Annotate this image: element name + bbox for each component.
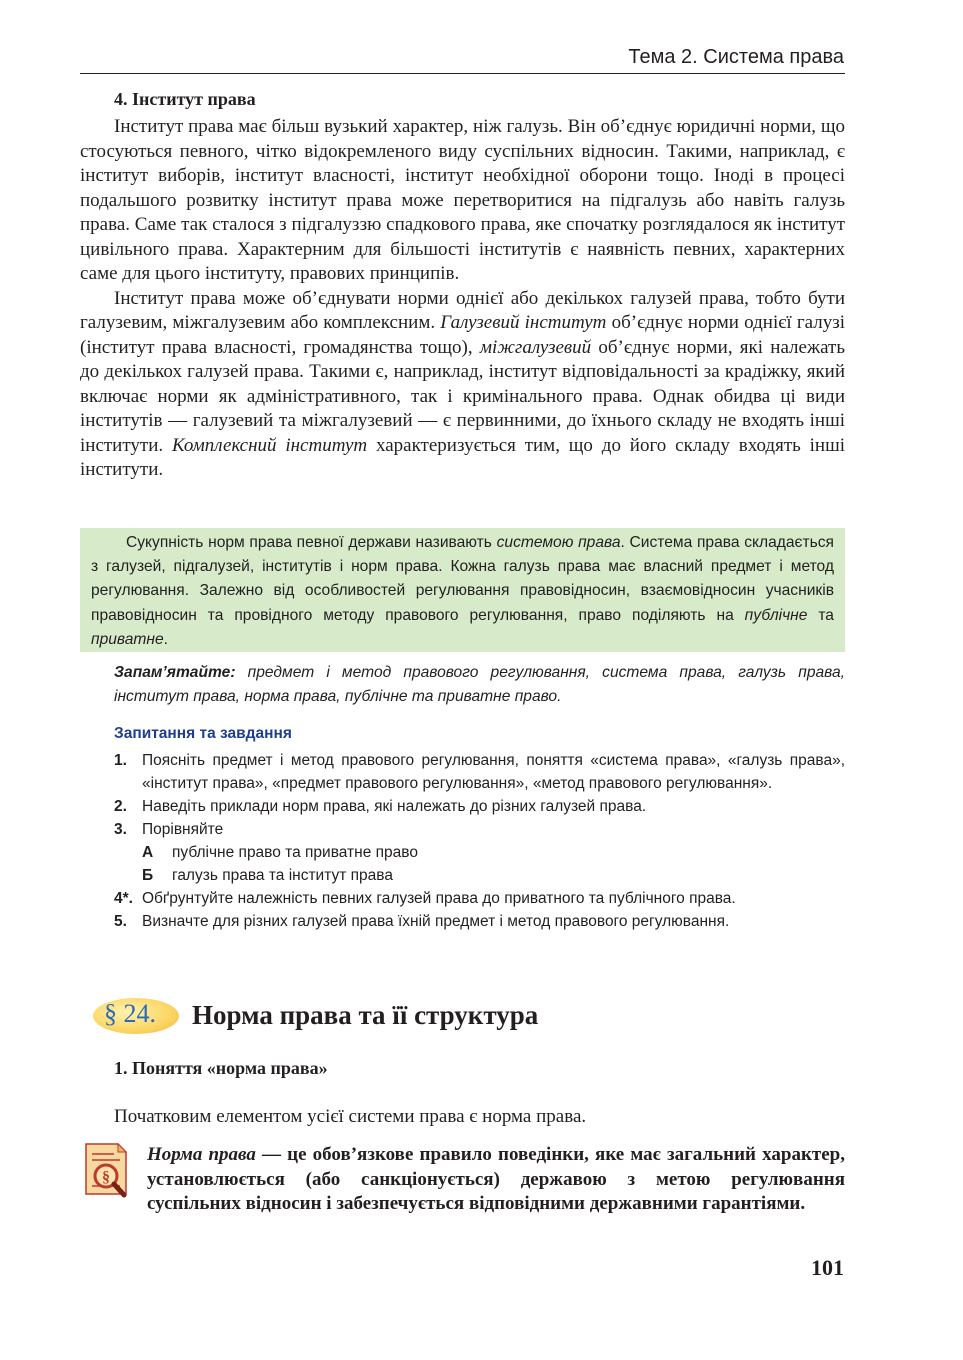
section-heading: 4. Інститут права bbox=[114, 89, 256, 109]
question-text: Поясніть предмет і метод правового регулювання, поняття «система права», «галузь права», «інститут права», «предмет правового регулювання», «метод правового регулювання». bbox=[142, 752, 845, 792]
remember-label: Запам’ятайте: bbox=[114, 664, 236, 681]
term-branch-institute: Галузевий інститут bbox=[440, 312, 607, 333]
definition-text: — це обов’язкове правило поведінки, яке має загальний характер, установлюється (або санкціонується) державою з метою регулювання суспільних відносин і забезпечується відповідними державними гарантіями. bbox=[147, 1144, 845, 1214]
paragraph-title: Норма права та її структура bbox=[192, 1000, 539, 1030]
question-number: 4*. bbox=[114, 890, 133, 907]
questions-title: Запитання та завдання bbox=[114, 725, 292, 742]
term-private: приватне bbox=[91, 630, 164, 648]
summary-text: Сукупність норм права певної держави називають системою права. Система права складається з галузей, підгалузей, інститутів і норм права. Кожна галузь права має власний предмет і метод регулювання. Залежно від особливостей регулювання правовідносин, взаємовідносин учасників правовідносин та провідного методу правового регулювання, право поділяють на публічне та приватне. bbox=[91, 534, 834, 648]
paragraph-1: Інститут права має більш вузький характер, ніж галузь. Він об’єднує юридичні норми, що стосуються певного, чітко відокремленого виду суспільних відносин. Такими, наприклад, є інститут виборів, інститут власності, інститут необхідної оборони тощо. Іноді в процесі подальшого розвитку інститут права може перетворитися на підгалузь або навіть галузь права. Саме так сталося з підгалуззю спадкового права, яке спочатку розглядалося як інститут цивільного права. Характерним для більшості інститутів є наявність певних, характерних саме для цього інституту, правових принципів. bbox=[80, 116, 845, 284]
subitem-letter: А bbox=[142, 844, 154, 861]
question-item bbox=[114, 818, 845, 841]
page-number: 101 bbox=[811, 1255, 844, 1280]
paragraph-2: Інститут права може об’єднувати норми однієї або декількох галузей права, тобто бути галузевим, міжгалузевим або комплексним. Галузевий інститут об’єднує норми однієї галузі (інститут права власності, громадянства тощо), міжгалузевий об’єднує норми, які належать до декількох галузей права. Такими є, наприклад, інститут відповідальності за крадіжку, який включає норми як адміністративного, так і кримінального права. Однак обидва ці види інститутів — галузевий та міжгалузевий — є первинними, до їхнього складу не входять інші інститути. Комплексний інститут характеризується тим, що до його складу входять інші інститути. bbox=[80, 287, 846, 480]
header-divider bbox=[80, 73, 845, 74]
law-document-magnifier-icon bbox=[80, 1140, 136, 1200]
question-text: Обґрунтуйте належність певних галузей права до приватного та публічного права. bbox=[142, 890, 736, 907]
questions-list bbox=[114, 749, 845, 933]
definition-term: Норма права bbox=[147, 1144, 256, 1165]
question-subitem bbox=[114, 841, 845, 864]
intro-sentence: Початковим елементом усієї системи права є норма права. bbox=[114, 1106, 587, 1127]
question-text: Порівняйте bbox=[142, 821, 224, 838]
question-item bbox=[114, 887, 845, 910]
subitem-letter: Б bbox=[142, 867, 154, 884]
term-system-of-law: системою права bbox=[496, 534, 621, 551]
section-body bbox=[80, 115, 845, 483]
question-subitem bbox=[114, 864, 845, 887]
question-number: 2. bbox=[114, 798, 127, 815]
question-number: 5. bbox=[114, 913, 127, 930]
summary-box bbox=[80, 528, 845, 652]
subitem-text: галузь права та інститут права bbox=[172, 867, 393, 884]
question-text: Визначте для різних галузей права їхній предмет і метод правового регулювання. bbox=[142, 913, 730, 930]
term-public: публічне bbox=[744, 606, 808, 624]
question-item bbox=[114, 795, 845, 818]
question-text: Наведіть приклади норм права, які належать до різних галузей права. bbox=[142, 798, 647, 815]
question-item bbox=[114, 910, 845, 933]
remember-text: предмет і метод правового регулювання, система права, галузь права, інститут права, норма права, публічне та приватне право. bbox=[114, 664, 845, 705]
question-number: 3. bbox=[114, 821, 127, 838]
term-complex-institute: Комплексний інститут bbox=[171, 434, 368, 456]
chapter-header: Тема 2. Система права bbox=[628, 46, 844, 68]
definition-block bbox=[147, 1143, 845, 1217]
subsection-heading: 1. Поняття «норма права» bbox=[114, 1058, 328, 1078]
remember-note bbox=[114, 661, 845, 709]
question-item bbox=[114, 749, 845, 795]
subitem-text: публічне право та приватне право bbox=[172, 844, 418, 861]
paragraph-number: § 24. bbox=[104, 999, 156, 1028]
term-interbranch: міжгалузевий bbox=[479, 336, 592, 358]
question-number: 1. bbox=[114, 752, 127, 769]
svg-text:§: § bbox=[102, 1169, 110, 1186]
